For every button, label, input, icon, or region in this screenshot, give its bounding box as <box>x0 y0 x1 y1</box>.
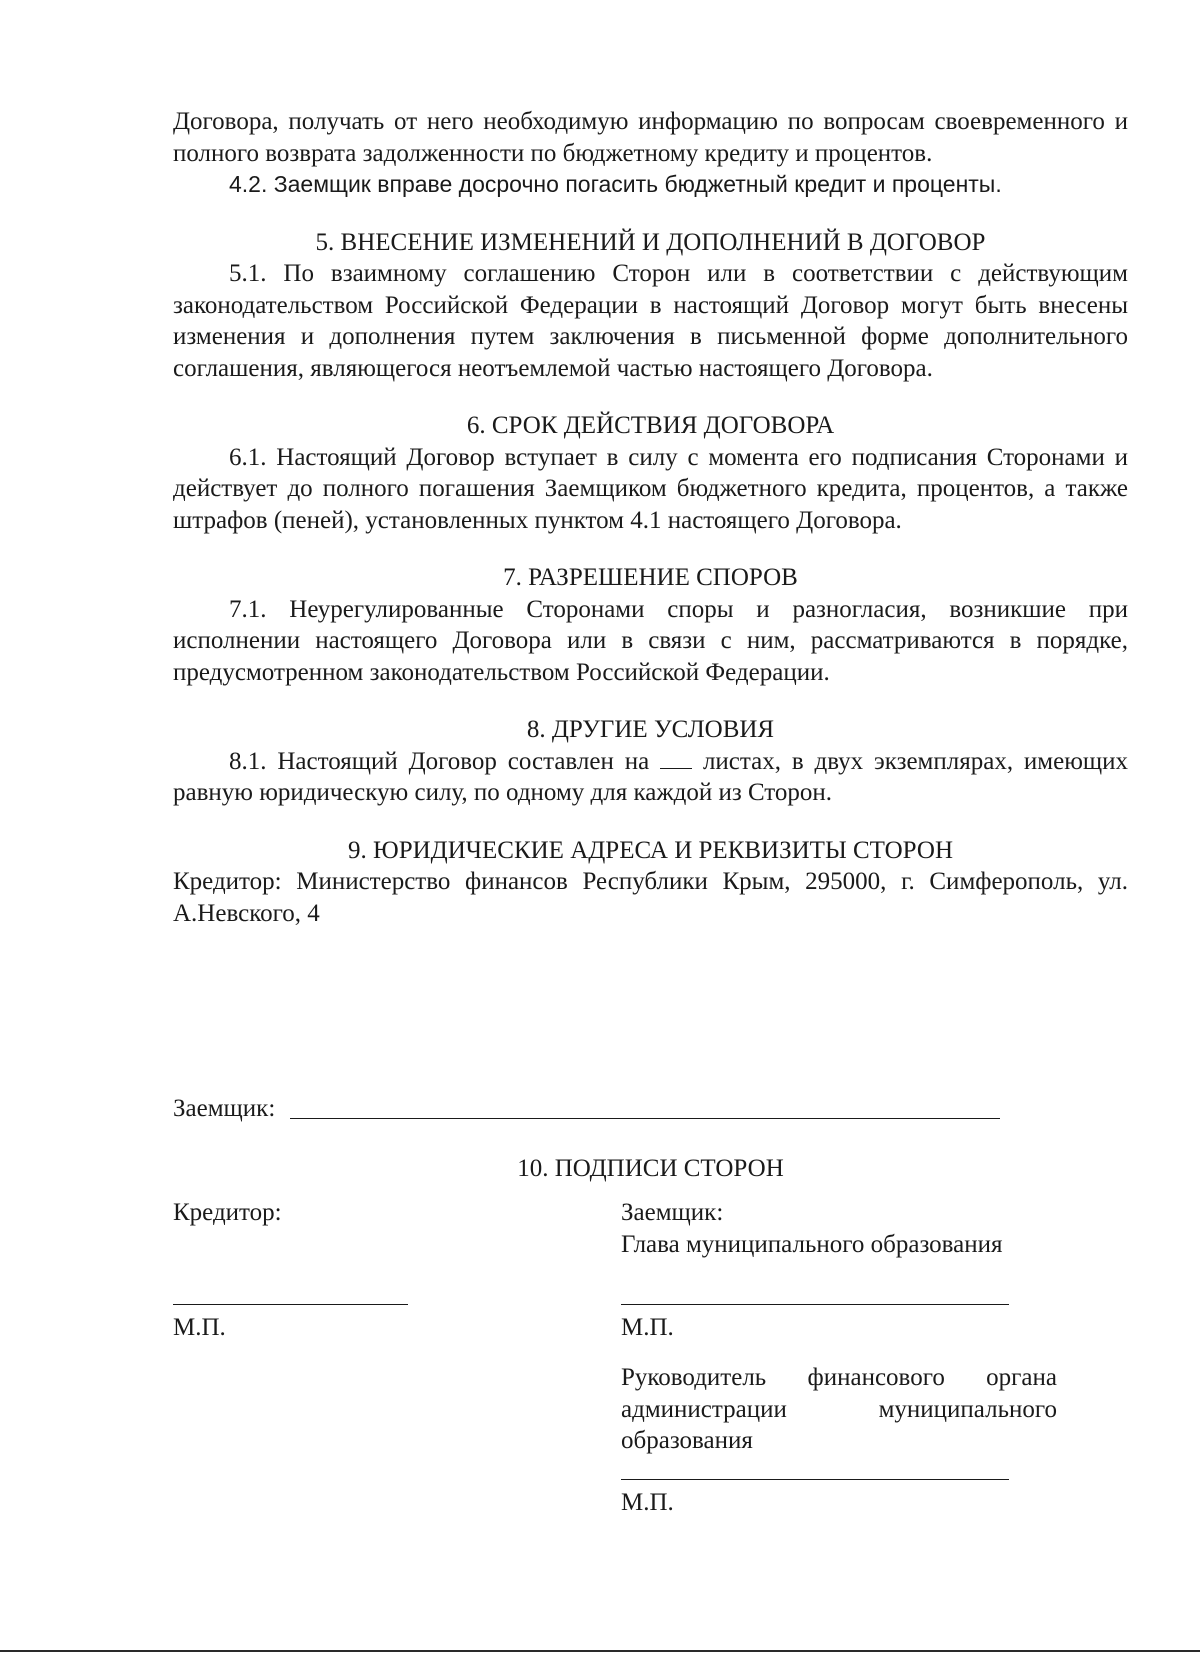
page-bottom-edge <box>0 1650 1200 1652</box>
borrower-head-stamp-mark: М.П. <box>621 1314 674 1341</box>
borrower-head-title: Глава муниципального образования <box>621 1231 1003 1258</box>
finance-head-stamp-mark: М.П. <box>621 1489 674 1516</box>
section-7-title: 7. РАЗРЕШЕНИЕ СПОРОВ <box>503 564 798 591</box>
borrower-requisites-line <box>290 1118 1000 1119</box>
intro-paragraph: Договора, получать от него необходимую информацию по вопросам своевременного и полного возврата задолженности по бюджетному кредиту и процентов. <box>173 108 1128 167</box>
section-6-title: 6. СРОК ДЕЙСТВИЯ ДОГОВОРА <box>466 412 835 439</box>
creditor-address: Кредитор: Министерство финансов Республики Крым, 295000, г. Симферополь, ул. А.Невского, 4 <box>173 868 1128 927</box>
finance-head-title: Руководитель финансового органа администрации муниципального образования <box>621 1364 1057 1454</box>
sheet-count-blank <box>660 746 692 769</box>
signature-creditor-label: Кредитор: <box>173 1199 282 1226</box>
creditor-stamp-mark: М.П. <box>173 1314 226 1341</box>
section-10-title: 10. ПОДПИСИ СТОРОН <box>517 1155 784 1182</box>
section-9-title: 9. ЮРИДИЧЕСКИЕ АДРЕСА И РЕКВИЗИТЫ СТОРОН <box>348 836 953 864</box>
clause-7-1: 7.1. Неурегулированные Сторонами споры и разногласия, возникшие при исполнении настоящего Договора или в связи с ним, рассматриваются в порядке, предусмотренном законодательством Российской Федерации. <box>173 595 1128 686</box>
clause-5-1: 5.1. По взаимному соглашению Сторон или в соответствии с действующим законодательством Российской Федерации в настоящий Договор могут быть внесены изменения и дополнения путем заключения в письменной форме дополнительного соглашения, являющегося неотъемлемой частью настоящего Договора. <box>173 260 1128 382</box>
section-5-title: 5. ВНЕСЕНИЕ ИЗМЕНЕНИЙ И ДОПОЛНЕНИЙ В ДОГОВОР <box>315 228 986 256</box>
clause-8-1-end: листах, в двух экземплярах, имеющих равную юридическую силу, по одному для каждой из Сторон. <box>173 747 1129 806</box>
finance-head-signature-line <box>621 1479 1009 1480</box>
borrower-head-signature-line <box>621 1304 1009 1305</box>
document-body <box>173 106 1128 929</box>
clause-6-1: 6.1. Настоящий Договор вступает в силу с момента его подписания Сторонами и действует до полного погашения Заемщиком бюджетного кредита, процентов, а также штрафов (пеней), установленных пунктом 4.1 настоящего Договора. <box>173 443 1128 534</box>
creditor-signature-line <box>173 1304 408 1305</box>
clause-4-2: 4.2. Заемщик вправе досрочно погасить бюджетный кредит и проценты. <box>229 171 1002 197</box>
section-8-title: 8. ДРУГИЕ УСЛОВИЯ <box>526 716 775 743</box>
signature-borrower-label: Заемщик: <box>621 1199 724 1226</box>
clause-8-1-start: 8.1. Настоящий Договор составлен на <box>229 747 650 775</box>
borrower-requisites-label: Заемщик: <box>173 1095 276 1122</box>
clause-8-1 <box>173 746 1128 809</box>
